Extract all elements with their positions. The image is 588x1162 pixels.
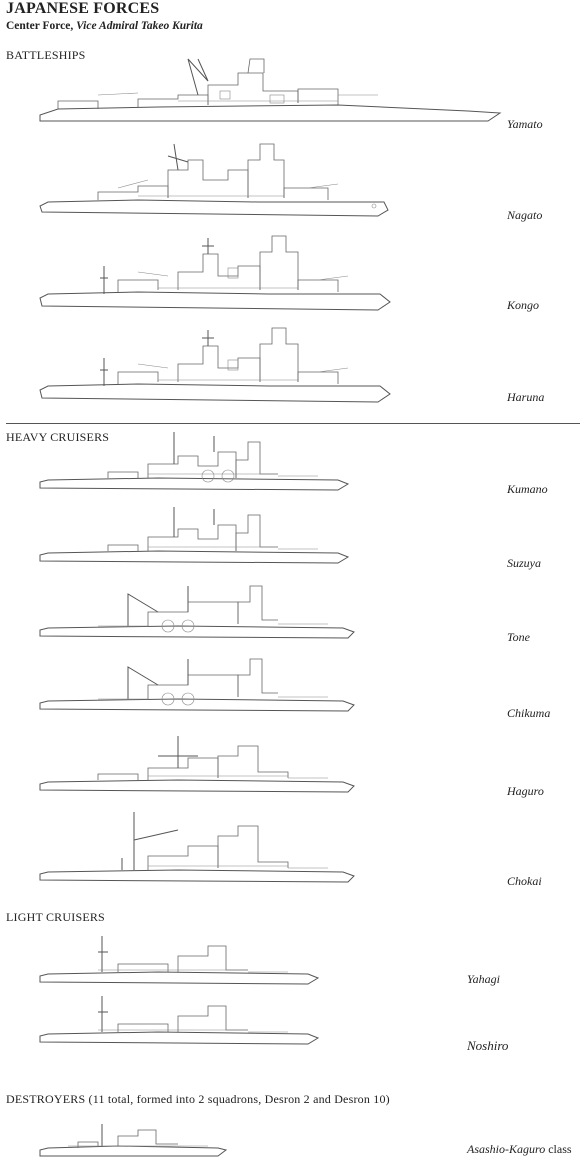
ship-name-tone: Tone <box>507 630 530 644</box>
ship-illustration-haruna <box>38 324 498 406</box>
ship-illustration-noshiro <box>38 992 328 1048</box>
ship-illustration-kongo <box>38 232 498 314</box>
section-divider <box>6 423 580 424</box>
ship-name-haguro: Haguro <box>507 784 544 798</box>
ship-class-name: Asashio-Kaguro <box>467 1142 546 1156</box>
section-heading-light-cruisers: LIGHT CRUISERS <box>6 910 105 924</box>
ship-illustration-haguro <box>38 732 368 796</box>
ship-name-haruna: Haruna <box>507 390 545 404</box>
ship-name-suzuya: Suzuya <box>507 556 541 570</box>
ship-illustration-tone <box>38 582 368 642</box>
ship-illustration-yahagi <box>38 932 328 988</box>
ship-illustration-chokai <box>38 810 368 886</box>
ship-name-noshiro: Noshiro <box>467 1038 509 1053</box>
ship-illustration-yamato <box>38 55 498 127</box>
section-heading-heavy-cruisers: HEAVY CRUISERS <box>6 430 110 444</box>
commander-name: Vice Admiral Takeo Kurita <box>76 20 203 32</box>
ship-name-kumano: Kumano <box>507 482 548 496</box>
ship-class-suffix: class <box>545 1142 572 1156</box>
ship-name-nagato: Nagato <box>507 208 543 222</box>
ship-illustration-kumano <box>38 430 368 492</box>
ship-illustration-nagato <box>38 140 498 220</box>
page-subtitle <box>6 20 203 32</box>
ship-illustration-asashio-kaguro <box>38 1120 238 1160</box>
ship-name-yamato: Yamato <box>507 117 543 131</box>
page-title: JAPANESE FORCES <box>6 0 160 17</box>
ship-name-chikuma: Chikuma <box>507 706 551 720</box>
ship-name-kongo: Kongo <box>507 298 540 312</box>
section-heading-destroyers: DESTROYERS (11 total, formed into 2 squadrons, Desron 2 and Desron 10) <box>6 1092 390 1106</box>
subtitle-prefix: Center Force, <box>6 20 77 32</box>
section-heading-battleships: BATTLESHIPS <box>6 48 86 62</box>
ship-illustration-suzuya <box>38 505 368 567</box>
ship-illustration-chikuma <box>38 655 368 715</box>
ship-class-label <box>467 1142 572 1157</box>
ship-name-yahagi: Yahagi <box>467 972 500 986</box>
ship-name-chokai: Chokai <box>507 874 542 888</box>
